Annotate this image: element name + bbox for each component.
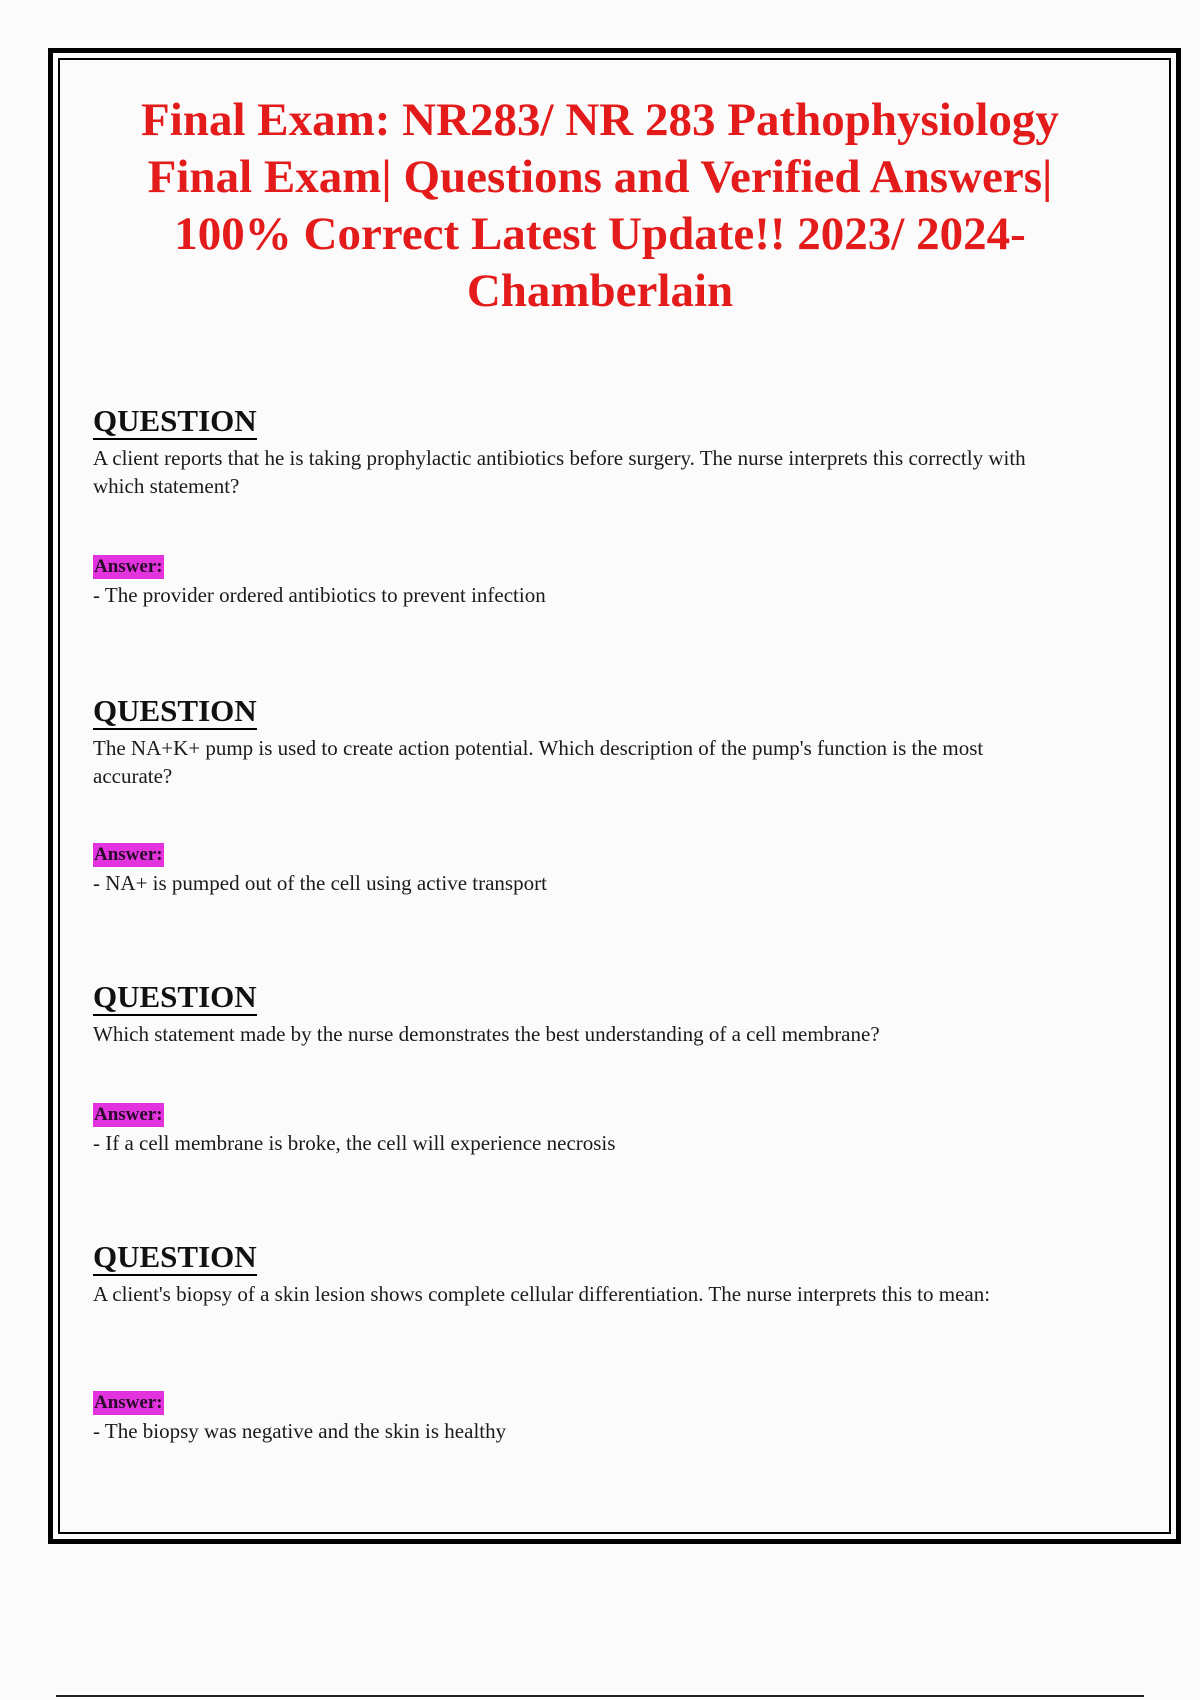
- answer-text: - The biopsy was negative and the skin is healthy: [93, 1419, 507, 1443]
- question-text: A client reports that he is taking prophylactic antibiotics before surgery. The nurse interprets this correctly with which statement?: [93, 446, 1026, 498]
- answer-text: - If a cell membrane is broke, the cell will experience necrosis: [93, 1131, 616, 1155]
- question-heading: QUESTION: [93, 693, 257, 728]
- question-block-2: [93, 694, 1053, 790]
- bottom-divider: [56, 1695, 1144, 1697]
- answer-label: Answer:: [94, 1104, 163, 1125]
- answer-label: Answer:: [94, 844, 163, 865]
- answer-block-4: [93, 1391, 1053, 1445]
- question-text: The NA+K+ pump is used to create action potential. Which description of the pump's function is the most accurate?: [93, 736, 984, 788]
- answer-label: Answer:: [94, 1392, 163, 1413]
- question-text: A client's biopsy of a skin lesion shows complete cellular differentiation. The nurse interprets this to mean:: [93, 1282, 991, 1306]
- answer-label: Answer:: [94, 556, 163, 577]
- answer-block-2: [93, 843, 1053, 897]
- question-block-4: [93, 1240, 1053, 1308]
- answer-text: - NA+ is pumped out of the cell using active transport: [93, 871, 547, 895]
- answer-block-1: [93, 555, 1053, 609]
- question-block-1: [93, 404, 1053, 500]
- answer-block-3: [93, 1103, 1053, 1157]
- question-text: Which statement made by the nurse demonstrates the best understanding of a cell membrane?: [93, 1022, 880, 1046]
- question-heading: QUESTION: [93, 403, 257, 438]
- question-heading: QUESTION: [93, 1239, 257, 1274]
- question-heading: QUESTION: [93, 979, 257, 1014]
- answer-text: - The provider ordered antibiotics to prevent infection: [93, 583, 546, 607]
- question-block-3: [93, 980, 1053, 1048]
- document-title: Final Exam: NR283/ NR 283 Pathophysiology Final Exam| Questions and Verified Answers| 100% Correct Latest Update!! 2023/ 2024- Chamberlain: [141, 94, 1059, 317]
